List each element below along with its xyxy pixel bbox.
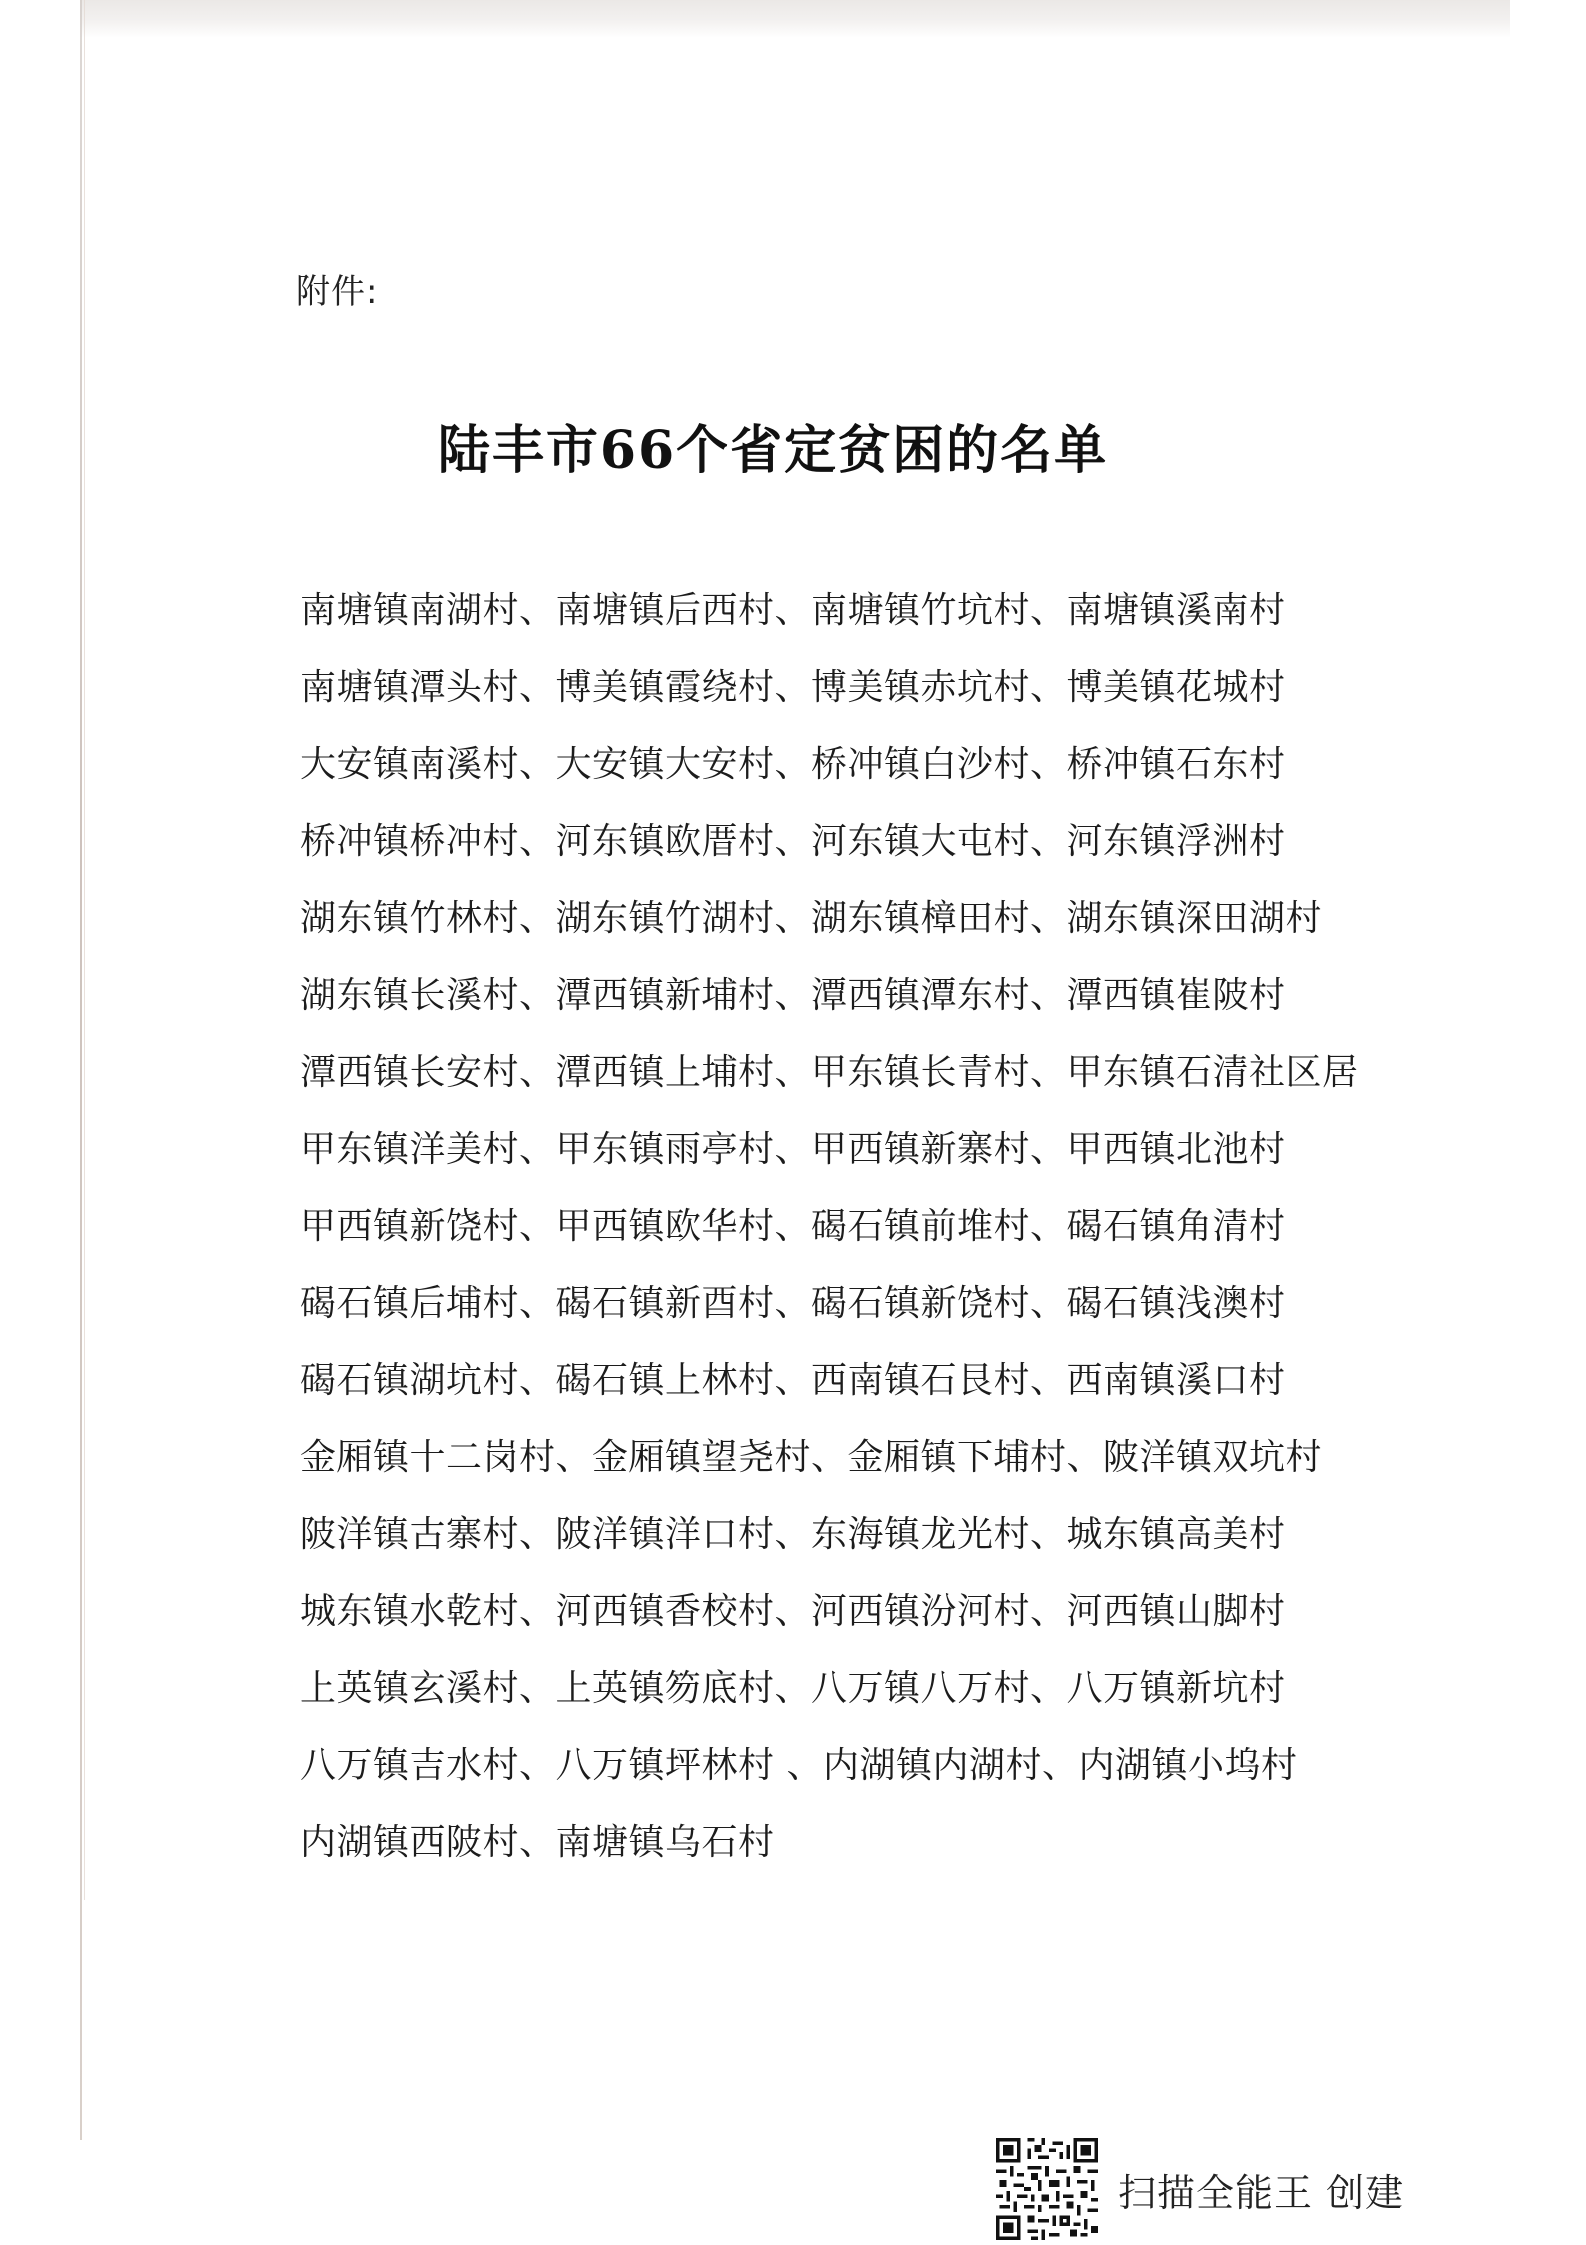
village-line: 甲东镇洋美村、甲东镇雨亭村、甲西镇新寨村、甲西镇北池村 (300, 1129, 1286, 1170)
village-line: 南塘镇潭头村、博美镇霞绕村、博美镇赤坑村、博美镇花城村 (300, 667, 1286, 708)
village-line: 南塘镇南湖村、南塘镇后西村、南塘镇竹坑村、南塘镇溪南村 (300, 590, 1286, 631)
village-line: 碣石镇湖坑村、碣石镇上林村、西南镇石艮村、西南镇溪口村 (300, 1360, 1286, 1401)
village-line: 大安镇南溪村、大安镇大安村、桥冲镇白沙村、桥冲镇石东村 (300, 744, 1286, 785)
village-list (300, 572, 1359, 1881)
scan-top-shadow (80, 0, 1510, 38)
village-line: 城东镇水乾村、河西镇香校村、河西镇汾河村、河西镇山脚村 (300, 1591, 1286, 1632)
attachment-label: 附件: (296, 272, 379, 312)
watermark-text: 扫描全能王 创建 (1118, 2170, 1405, 2215)
village-line: 陂洋镇古寨村、陂洋镇洋口村、东海镇龙光村、城东镇高美村 (300, 1514, 1286, 1555)
document-title-text: 陆丰市66个省定贫困的名单 (437, 420, 1109, 481)
village-line: 潭西镇长安村、潭西镇上埔村、甲东镇长青村、甲东镇石清社区居 (300, 1052, 1359, 1093)
village-line: 内湖镇西陂村、南塘镇乌石村 (300, 1822, 775, 1863)
village-line: 桥冲镇桥冲村、河东镇欧厝村、河东镇大屯村、河东镇浮洲村 (300, 821, 1286, 862)
village-line: 湖东镇竹林村、湖东镇竹湖村、湖东镇樟田村、湖东镇深田湖村 (300, 898, 1323, 939)
scan-left-edge-inner (84, 0, 85, 1900)
village-line: 金厢镇十二岗村、金厢镇望尧村、金厢镇下埔村、陂洋镇双坑村 (300, 1437, 1323, 1478)
village-line: 上英镇玄溪村、上英镇笏底村、八万镇八万村、八万镇新坑村 (300, 1668, 1286, 1709)
scan-left-edge (80, 0, 82, 2140)
scanner-watermark (996, 2136, 1404, 2242)
village-line: 碣石镇后埔村、碣石镇新酉村、碣石镇新饶村、碣石镇浅澳村 (300, 1283, 1286, 1324)
document-title (0, 408, 1586, 483)
qr-code-icon (996, 2138, 1098, 2240)
village-line: 甲西镇新饶村、甲西镇欧华村、碣石镇前堆村、碣石镇角清村 (300, 1206, 1286, 1247)
village-line: 八万镇吉水村、八万镇坪林村 、内湖镇内湖村、内湖镇小坞村 (300, 1745, 1298, 1786)
village-line: 湖东镇长溪村、潭西镇新埔村、潭西镇潭东村、潭西镇崔陂村 (300, 975, 1286, 1016)
